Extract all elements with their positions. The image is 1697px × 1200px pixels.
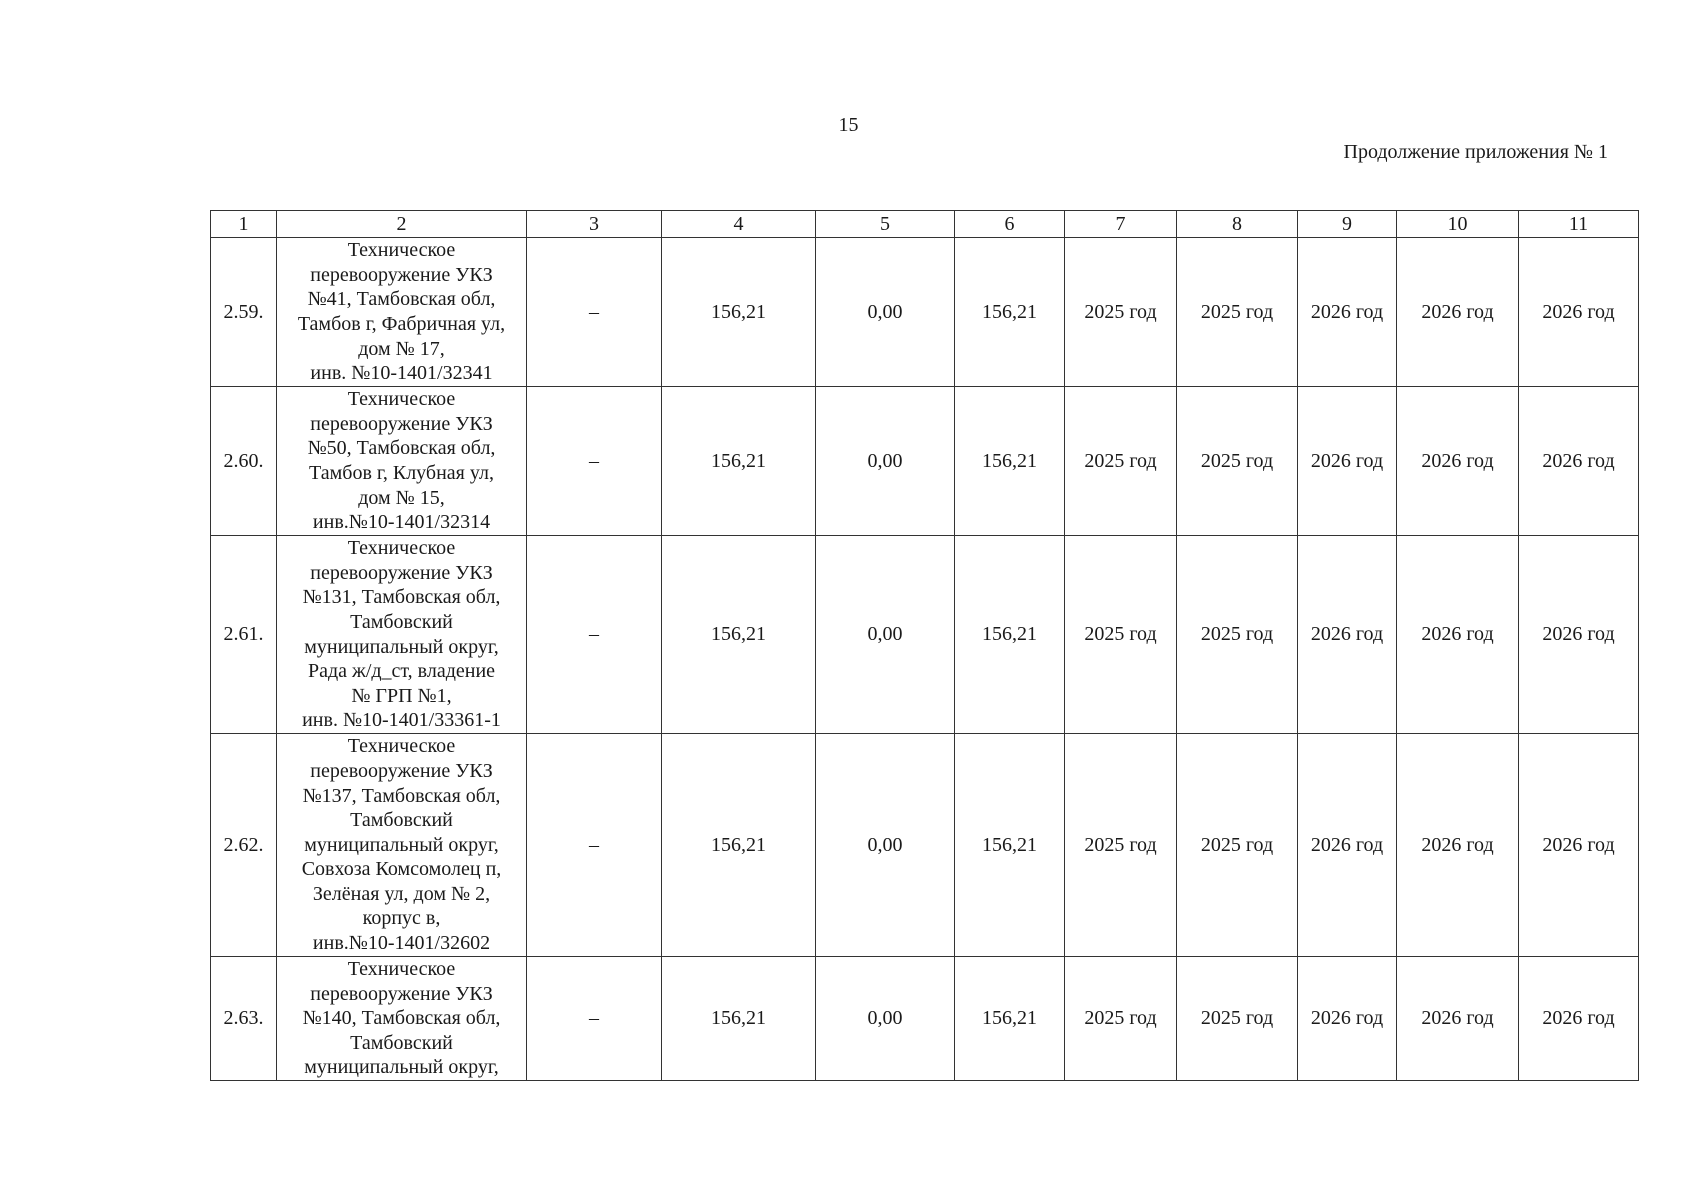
column-header: 2 — [277, 211, 527, 238]
row-cell: 2026 год — [1397, 957, 1519, 1081]
row-cell: 2026 год — [1298, 536, 1397, 734]
column-header: 9 — [1298, 211, 1397, 238]
row-cell: 2025 год — [1065, 238, 1177, 387]
column-header: 7 — [1065, 211, 1177, 238]
row-cell: 2026 год — [1298, 734, 1397, 957]
table-row — [211, 734, 1639, 957]
row-cell: 2025 год — [1065, 734, 1177, 957]
row-number: 2.63. — [211, 957, 277, 1081]
column-header: 10 — [1397, 211, 1519, 238]
row-cell: 2025 год — [1065, 536, 1177, 734]
row-cell: 2026 год — [1397, 536, 1519, 734]
row-cell: 2026 год — [1298, 238, 1397, 387]
table-row — [211, 387, 1639, 536]
row-cell: 156,21 — [955, 957, 1065, 1081]
row-number: 2.62. — [211, 734, 277, 957]
table-row — [211, 536, 1639, 734]
column-header: 6 — [955, 211, 1065, 238]
appendix-note: Продолжение приложения № 1 — [1343, 141, 1608, 163]
row-cell: 156,21 — [662, 957, 816, 1081]
row-cell: 2026 год — [1519, 387, 1639, 536]
row-cell: 2025 год — [1177, 734, 1298, 957]
row-cell: 2026 год — [1397, 734, 1519, 957]
row-description: Техническое перевооружение УКЗ №140, Тамбовская обл, Тамбовский муниципальный округ, — [277, 957, 527, 1081]
row-description: Техническое перевооружение УКЗ №131, Тамбовская обл, Тамбовский муниципальный округ, Рада ж/д_ст, владение № ГРП №1, инв. №10-1401/33361-1 — [277, 536, 527, 734]
column-header: 5 — [816, 211, 955, 238]
row-cell: 2025 год — [1065, 387, 1177, 536]
row-number: 2.60. — [211, 387, 277, 536]
row-cell: 0,00 — [816, 387, 955, 536]
table-row — [211, 238, 1639, 387]
row-cell: 156,21 — [955, 238, 1065, 387]
row-cell: 0,00 — [816, 734, 955, 957]
table-row — [211, 957, 1639, 1081]
row-cell: 2026 год — [1298, 387, 1397, 536]
row-cell: 2026 год — [1519, 238, 1639, 387]
row-cell: 156,21 — [955, 387, 1065, 536]
header-row — [211, 211, 1639, 238]
page-number: 15 — [838, 114, 859, 136]
column-header: 1 — [211, 211, 277, 238]
row-cell: 156,21 — [662, 238, 816, 387]
row-cell: 2026 год — [1298, 957, 1397, 1081]
row-cell: – — [527, 387, 662, 536]
row-cell: 0,00 — [816, 238, 955, 387]
row-description: Техническое перевооружение УКЗ №137, Тамбовская обл, Тамбовский муниципальный округ, Совхоза Комсомолец п, Зелёная ул, дом № 2, корпус в, инв.№10-1401/32602 — [277, 734, 527, 957]
row-cell: 2026 год — [1397, 387, 1519, 536]
row-cell: – — [527, 238, 662, 387]
row-cell: 0,00 — [816, 957, 955, 1081]
row-cell: 156,21 — [662, 536, 816, 734]
column-header: 11 — [1519, 211, 1639, 238]
row-cell: – — [527, 734, 662, 957]
data-table — [210, 210, 1639, 1081]
row-cell: 156,21 — [662, 734, 816, 957]
row-cell: 2026 год — [1519, 957, 1639, 1081]
row-description: Техническое перевооружение УКЗ №41, Тамбовская обл, Тамбов г, Фабричная ул, дом № 17, инв. №10-1401/32341 — [277, 238, 527, 387]
row-description: Техническое перевооружение УКЗ №50, Тамбовская обл, Тамбов г, Клубная ул, дом № 15, инв.№10-1401/32314 — [277, 387, 527, 536]
row-cell: 0,00 — [816, 536, 955, 734]
row-number: 2.61. — [211, 536, 277, 734]
row-cell: 2026 год — [1519, 536, 1639, 734]
column-header: 4 — [662, 211, 816, 238]
row-cell: 2026 год — [1397, 238, 1519, 387]
row-cell: 2025 год — [1177, 957, 1298, 1081]
row-cell: 2025 год — [1177, 238, 1298, 387]
row-cell: 2025 год — [1177, 387, 1298, 536]
row-cell: 156,21 — [662, 387, 816, 536]
row-cell: 2025 год — [1065, 957, 1177, 1081]
row-cell: – — [527, 536, 662, 734]
column-header: 3 — [527, 211, 662, 238]
row-cell: 156,21 — [955, 536, 1065, 734]
row-cell: 156,21 — [955, 734, 1065, 957]
column-header: 8 — [1177, 211, 1298, 238]
row-cell: 2026 год — [1519, 734, 1639, 957]
row-cell: – — [527, 957, 662, 1081]
row-number: 2.59. — [211, 238, 277, 387]
row-cell: 2025 год — [1177, 536, 1298, 734]
